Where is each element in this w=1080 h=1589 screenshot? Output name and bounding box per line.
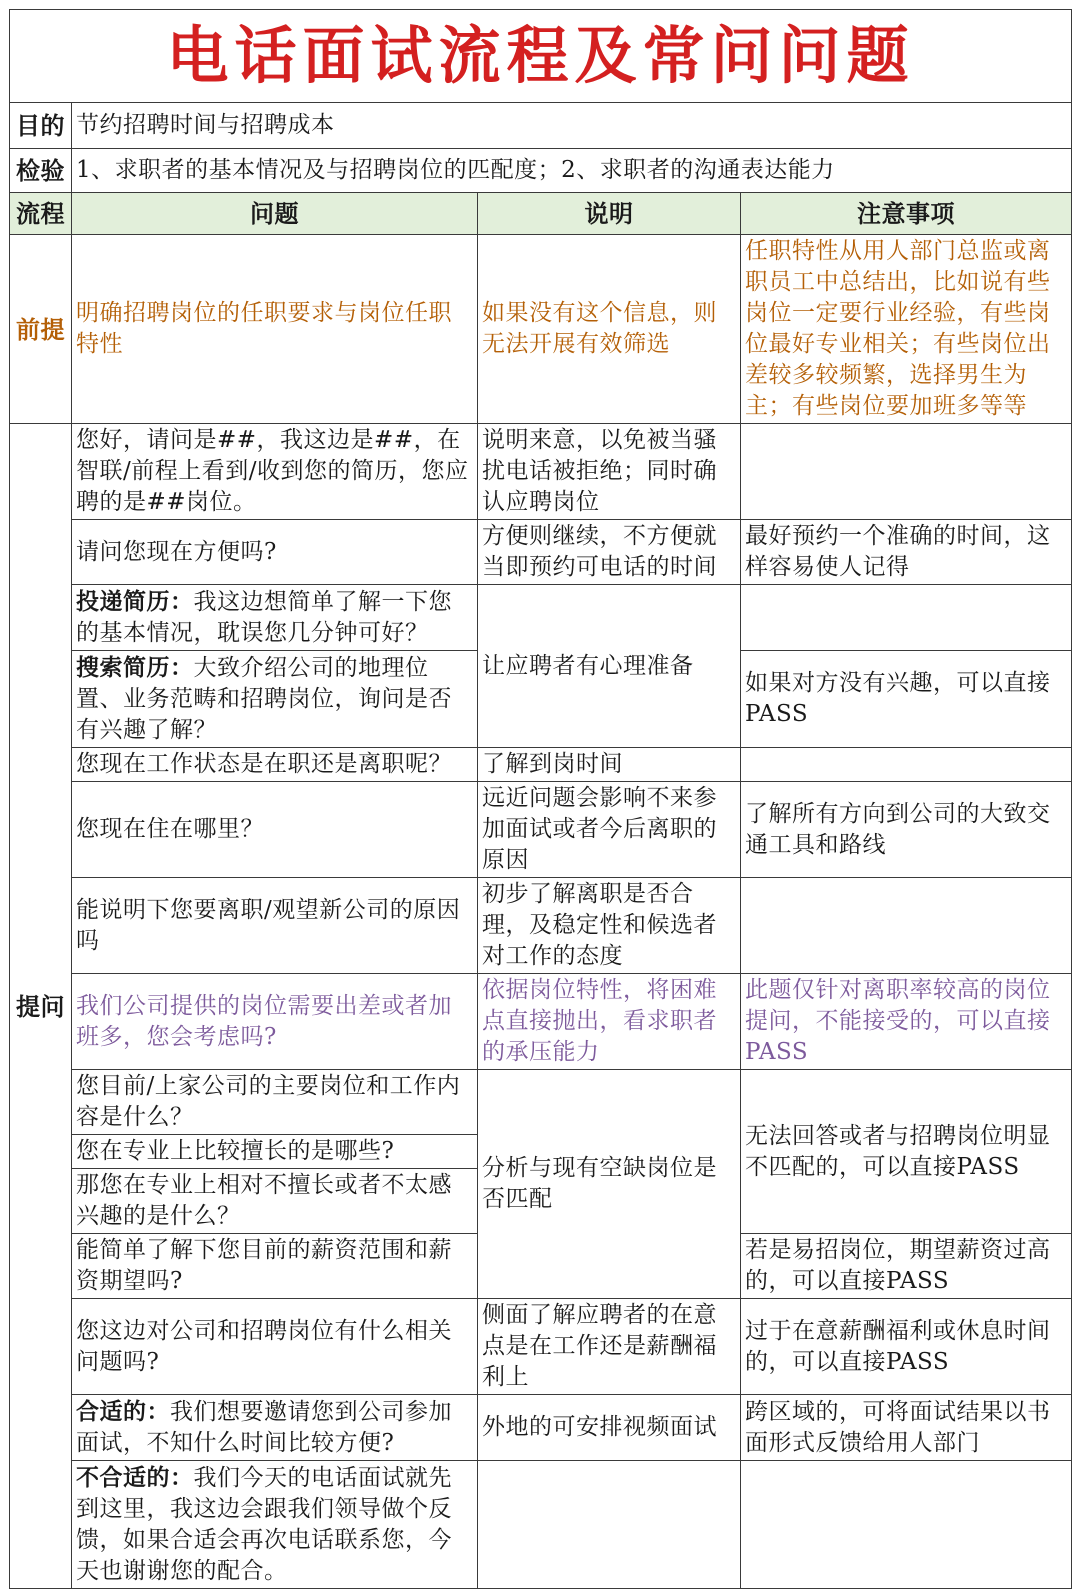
table-row — [10, 424, 1072, 520]
explain-cell: 分析与现有空缺岗位是否匹配 — [478, 1070, 741, 1299]
question-cell: 您在专业上比较擅长的是哪些? — [72, 1135, 478, 1169]
table-row — [10, 974, 1072, 1070]
notes-cell: 无法回答或者与招聘岗位明显不匹配的，可以直接PASS — [741, 1070, 1072, 1234]
question-cell: 那您在专业上相对不擅长或者不太感兴趣的是什么？ — [72, 1169, 478, 1234]
question-tag: 不合适的： — [76, 1464, 194, 1491]
table-row — [10, 748, 1072, 782]
premise-question: 明确招聘岗位的任职要求与岗位任职特性 — [72, 235, 478, 424]
table-row — [10, 1070, 1072, 1135]
question-cell — [72, 585, 478, 651]
check-row — [10, 149, 1072, 193]
question-text: 我们想要邀请您到公司参加面试，不知什么时间比较方便? — [76, 1399, 452, 1456]
header-notes: 注意事项 — [741, 193, 1072, 235]
purpose-row — [10, 103, 1072, 149]
explain-cell: 远近问题会影响不来参加面试或者今后离职的原因 — [478, 782, 741, 878]
check-text: 1、求职者的基本情况及与招聘岗位的匹配度；2、求职者的沟通表达能力 — [72, 149, 1072, 193]
interview-table — [9, 9, 1072, 1589]
question-text: 我这边想简单了解一下您的基本情况，耽误您几分钟可好？ — [76, 589, 452, 646]
table-row — [10, 782, 1072, 878]
question-cell: 您现在住在哪里？ — [72, 782, 478, 878]
question-tag: 搜索简历： — [76, 654, 194, 681]
purpose-text: 节约招聘时间与招聘成本 — [72, 103, 1072, 149]
explain-cell — [478, 1461, 741, 1589]
question-cell: 您好，请问是##，我这边是##，在智联/前程上看到/收到您的简历，您应聘的是##岗位。 — [72, 424, 478, 520]
premise-row — [10, 235, 1072, 424]
table-row — [10, 1461, 1072, 1589]
question-cell — [72, 1461, 478, 1589]
explain-cell: 让应聘者有心理准备 — [478, 585, 741, 748]
explain-cell: 初步了解离职是否合理，及稳定性和候选者对工作的态度 — [478, 878, 741, 974]
question-cell — [72, 1395, 478, 1461]
interview-sheet — [9, 9, 1071, 1589]
explain-cell: 了解到岗时间 — [478, 748, 741, 782]
notes-cell: 跨区域的，可将面试结果以书面形式反馈给用人部门 — [741, 1395, 1072, 1461]
notes-cell: 若是易招岗位，期望薪资过高的，可以直接PASS — [741, 1234, 1072, 1299]
explain-cell: 依据岗位特性，将困难点直接抛出，看求职者的承压能力 — [478, 974, 741, 1070]
question-cell — [72, 651, 478, 748]
explain-cell: 外地的可安排视频面试 — [478, 1395, 741, 1461]
notes-cell: 此题仅针对离职率较高的岗位提问，不能接受的，可以直接PASS — [741, 974, 1072, 1070]
explain-cell: 说明来意，以免被当骚扰电话被拒绝；同时确认应聘岗位 — [478, 424, 741, 520]
explain-cell: 方便则继续，不方便就当即预约可电话的时间 — [478, 520, 741, 585]
header-row — [10, 193, 1072, 235]
table-row — [10, 1395, 1072, 1461]
notes-cell: 最好预约一个准确的时间，这样容易使人记得 — [741, 520, 1072, 585]
notes-cell — [741, 748, 1072, 782]
table-row — [10, 878, 1072, 974]
header-explain: 说明 — [478, 193, 741, 235]
premise-explain: 如果没有这个信息，则无法开展有效筛选 — [478, 235, 741, 424]
notes-cell — [741, 1461, 1072, 1589]
question-cell: 我们公司提供的岗位需要出差或者加班多，您会考虑吗? — [72, 974, 478, 1070]
purpose-label: 目的 — [10, 103, 72, 149]
question-cell: 请问您现在方便吗? — [72, 520, 478, 585]
premise-stage: 前提 — [10, 235, 72, 424]
premise-notes: 任职特性从用人部门总监或离职员工中总结出，比如说有些岗位一定要行业经验，有些岗位最好专业相关；有些岗位出差较多较频繁，选择男生为主；有些岗位要加班多等等 — [741, 235, 1072, 424]
question-cell: 您目前/上家公司的主要岗位和工作内容是什么？ — [72, 1070, 478, 1135]
question-cell: 您这边对公司和招聘岗位有什么相关问题吗? — [72, 1299, 478, 1395]
explain-cell: 侧面了解应聘者的在意点是在工作还是薪酬福利上 — [478, 1299, 741, 1395]
question-text: 大致介绍公司的地理位置、业务范畴和招聘岗位，询问是否有兴趣了解？ — [76, 655, 452, 743]
question-cell: 您现在工作状态是在职还是离职呢？ — [72, 748, 478, 782]
notes-cell — [741, 585, 1072, 651]
notes-cell — [741, 424, 1072, 520]
question-cell: 能说明下您要离职/观望新公司的原因吗 — [72, 878, 478, 974]
header-question: 问题 — [72, 193, 478, 235]
ask-stage: 提问 — [10, 424, 72, 1589]
table-row — [10, 1299, 1072, 1395]
title-row — [10, 10, 1072, 103]
notes-cell: 了解所有方向到公司的大致交通工具和路线 — [741, 782, 1072, 878]
header-stage: 流程 — [10, 193, 72, 235]
notes-cell: 过于在意薪酬福利或休息时间的，可以直接PASS — [741, 1299, 1072, 1395]
question-text: 我们今天的电话面试就先到这里，我这边会跟我们领导做个反馈，如果合适会再次电话联系您，今天也谢谢您的配合。 — [76, 1465, 452, 1584]
question-cell: 能简单了解下您目前的薪资范围和薪资期望吗? — [72, 1234, 478, 1299]
notes-cell — [741, 878, 1072, 974]
table-row — [10, 520, 1072, 585]
check-label: 检验 — [10, 149, 72, 193]
notes-cell: 如果对方没有兴趣，可以直接PASS — [741, 651, 1072, 748]
table-row — [10, 585, 1072, 651]
page-title: 电话面试流程及常问问题 — [10, 10, 1072, 103]
question-tag: 投递简历： — [76, 588, 194, 615]
question-tag: 合适的： — [76, 1398, 170, 1425]
